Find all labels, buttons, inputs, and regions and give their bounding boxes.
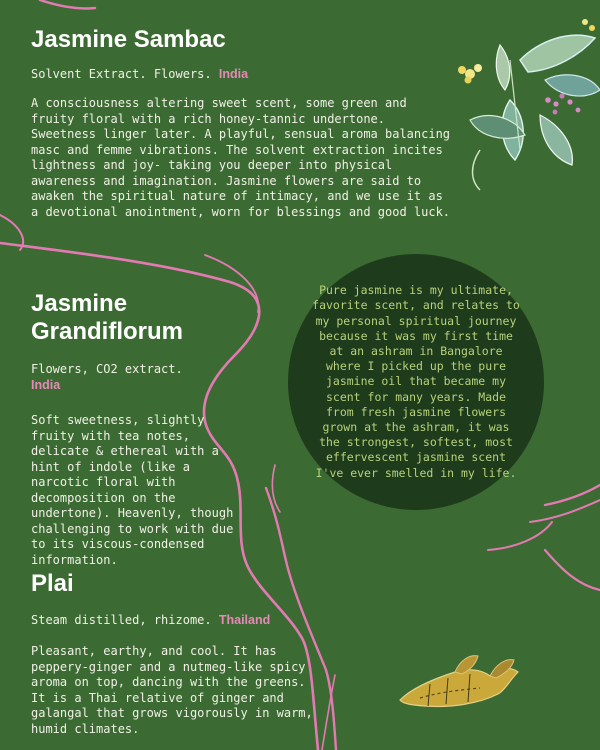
section-description: Pleasant, earthy, and cool. It has peppery-ginger and a nutmeg-like spicy aroma on top, dancing with the greens. It is a Thai relative of ginger and galangal that grows vigorously in warm, humid climates. [31,644,313,736]
origin-label: Thailand [218,613,271,627]
section-description: A consciousness altering sweet scent, some green and fruity floral with a rich honey-tannic undertone. Sweetness linger later. A playful, sensual aroma balancing masc and femme vibrations. The solvent extraction incites lightness and joy- taking you deeper into physical awareness and imagination. Jasmine flowers are said to awaken the spiritual nature of intimacy, and we use it as a devotional anointment, worn for blessings and good luck. [31,96,451,219]
section-meta [31,612,321,628]
jasmine-sambac-section [31,26,451,220]
section-meta [31,361,241,393]
extraction-method: Flowers, CO2 extract. [31,362,183,376]
quote-circle [288,254,544,510]
extraction-method: Steam distilled, rhizome. [31,613,212,627]
section-description: Soft sweetness, slightly fruity with tea notes, delicate & ethereal with a hint of indole (like a narcotic floral with decomposition on the undertone). Heavenly, though challenging to work with due to its viscous-condensed information. [31,413,234,567]
section-title: Jasmine Grandiflorum [31,290,184,345]
plai-section [31,570,321,737]
section-title: Jasmine Sambac [31,26,226,53]
origin-label: India [31,378,61,392]
extraction-method: Solvent Extract. Flowers. [31,67,212,81]
section-meta [31,66,451,82]
origin-label: India [218,67,249,81]
jasmine-grandiflorum-section [31,290,241,568]
section-title: Plai [31,570,74,597]
quote-text: Pure jasmine is my ultimate, favorite scent, and relates to my personal spiritual journey because it was my first time at an ashram in Bangalore where I picked up the pure jasmine oil that became my scent for many years. Made from fresh jasmine flowers grown at the ashram, it was the strongest, softest, most effervescent jasmine scent I've ever smelled in my life. [312,283,520,480]
